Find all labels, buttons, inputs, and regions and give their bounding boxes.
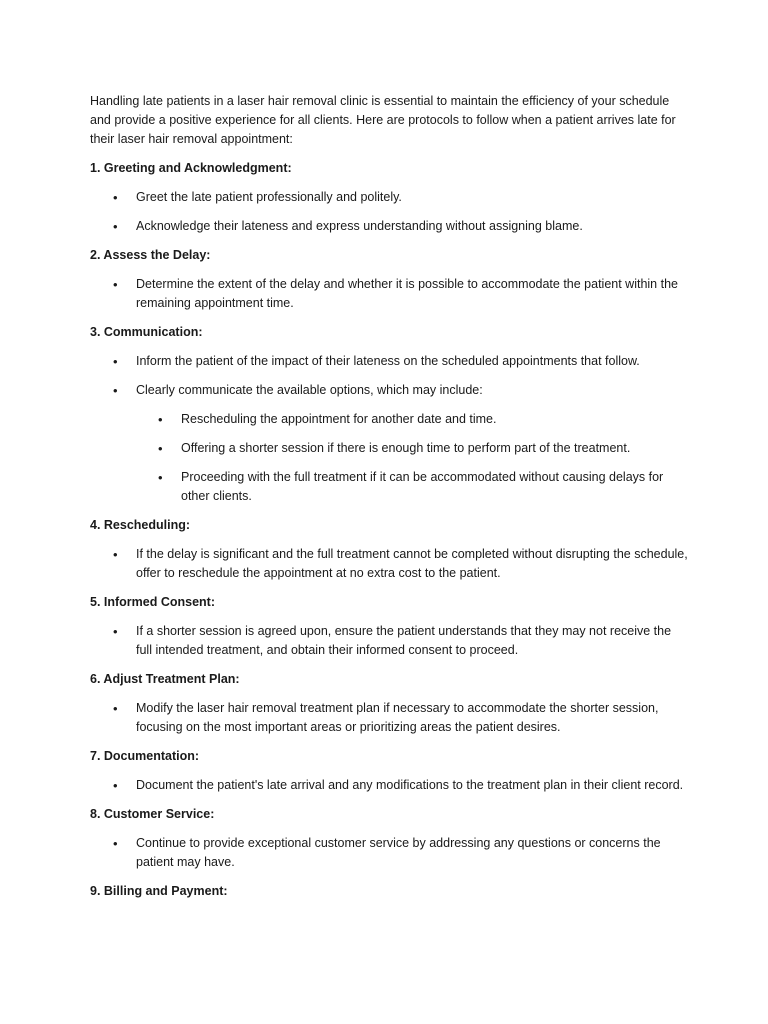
list-item [90,381,690,506]
section-heading-assess-delay: 2. Assess the Delay: [90,248,211,262]
bullet-list [90,352,690,506]
bullet-list [90,776,690,795]
sub-list-item: • Offering a shorter session if there is enough time to perform part of the treatment. [136,439,690,458]
list-item-text: Clearly communicate the available options, which may include: [136,383,483,397]
document-body [90,92,690,911]
list-item: • Document the patient's late arrival and any modifications to the treatment plan in their client record. [90,776,690,795]
sub-bullet-list [136,410,690,506]
list-item: • Acknowledge their lateness and express understanding without assigning blame. [90,217,690,236]
bullet-list [90,622,690,660]
section-heading-communication: 3. Communication: [90,325,203,339]
section-heading-greeting: 1. Greeting and Acknowledgment: [90,161,292,175]
bullet-list [90,834,690,872]
list-item: • Determine the extent of the delay and whether it is possible to accommodate the patient within the remaining appointment time. [90,275,690,313]
section-heading-rescheduling: 4. Rescheduling: [90,518,191,532]
section-heading-documentation: 7. Documentation: [90,749,200,763]
section-heading-customer-service: 8. Customer Service: [90,807,215,821]
bullet-list [90,188,690,236]
list-item: • If the delay is significant and the full treatment cannot be completed without disrupting the schedule, offer to reschedule the appointment at no extra cost to the patient. [90,545,690,583]
section-heading-billing: 9. Billing and Payment: [90,884,228,898]
list-item: • Continue to provide exceptional customer service by addressing any questions or concerns the patient may have. [90,834,690,872]
bullet-list [90,545,690,583]
bullet-list [90,275,690,313]
list-item: • If a shorter session is agreed upon, ensure the patient understands that they may not receive the full intended treatment, and obtain their informed consent to proceed. [90,622,690,660]
sub-list-item: • Rescheduling the appointment for another date and time. [136,410,690,429]
sub-list-item: • Proceeding with the full treatment if it can be accommodated without causing delays for other clients. [136,468,690,506]
bullet-list [90,699,690,737]
list-item: • Inform the patient of the impact of their lateness on the scheduled appointments that follow. [90,352,690,371]
section-heading-adjust-treatment: 6. Adjust Treatment Plan: [90,672,240,686]
list-item: • Greet the late patient professionally and politely. [90,188,690,207]
section-heading-informed-consent: 5. Informed Consent: [90,595,216,609]
intro-paragraph: Handling late patients in a laser hair removal clinic is essential to maintain the efficiency of your schedule and provide a positive experience for all clients. Here are protocols to follow when a patient arrives late for their laser hair removal appointment: [90,94,676,146]
list-item: • Modify the laser hair removal treatment plan if necessary to accommodate the shorter session, focusing on the most important areas or prioritizing areas the patient desires. [90,699,690,737]
